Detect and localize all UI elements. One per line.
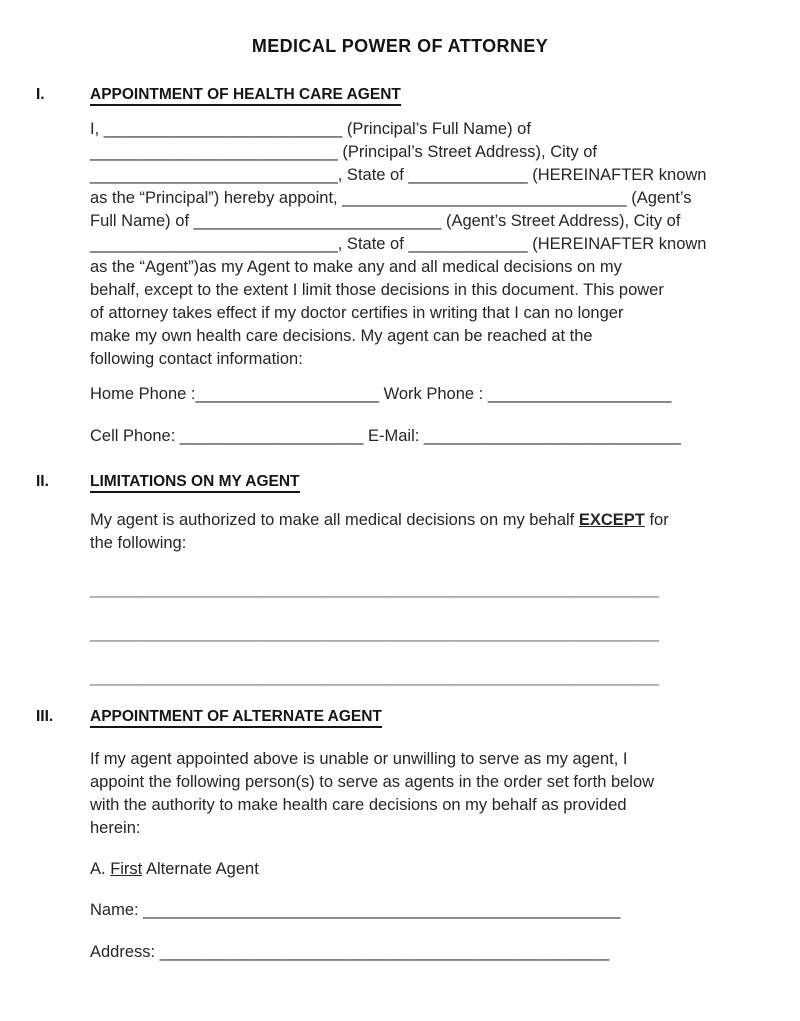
principal-name-line: I, __________________________ (Principal’s Full Name) of <box>90 120 531 138</box>
body-text-line: make my own health care decisions. My agent can be reached at the <box>90 327 593 345</box>
except-emphasis: EXCEPT <box>578 511 645 529</box>
limitations-text-line <box>90 509 762 532</box>
limitations-text-line: the following: <box>90 534 187 552</box>
principal-city-state-line: ___________________________, State of _____________ (HEREINAFTER known <box>90 166 707 184</box>
section-1-heading <box>36 83 762 106</box>
alt-label-post: Alternate Agent <box>142 860 259 878</box>
section-1-paragraph <box>90 118 762 371</box>
principal-address-line: ___________________________ (Principal’s Street Address), City of <box>90 143 597 161</box>
document-title: MEDICAL POWER OF ATTORNEY <box>251 36 549 56</box>
body-text-line: of attorney takes effect if my doctor certifies in writing that I can no longer <box>90 304 624 322</box>
section-1-heading-text: APPOINTMENT OF HEALTH CARE AGENT <box>90 86 401 106</box>
section-2-heading-text: LIMITATIONS ON MY AGENT <box>90 473 300 493</box>
agent-appointment-line: as the “Principal”) hereby appoint, _______________________________ (Agent’s <box>90 189 692 207</box>
home-work-phone-line: Home Phone :____________________ Work Phone : ____________________ <box>90 385 672 403</box>
limitation-blank-line: ______________________________________________________________ <box>90 624 659 642</box>
agent-city-state-line: ___________________________, State of _____________ (HEREINAFTER known <box>90 235 707 253</box>
alternate-agent-text-line: If my agent appointed above is unable or unwilling to serve as my agent, I <box>90 750 628 768</box>
limitations-text-post: for <box>644 511 669 529</box>
section-2-paragraph <box>90 509 762 555</box>
body-text-line: following contact information: <box>90 350 303 368</box>
alternate-agent-text-line: appoint the following person(s) to serve as agents in the order set forth below <box>90 773 655 791</box>
section-2-heading <box>36 470 762 493</box>
cell-email-line: Cell Phone: ____________________ E-Mail: ____________________________ <box>90 427 681 445</box>
section-3-number: III. <box>36 708 54 725</box>
alternate-address-line: Address: _________________________________________________ <box>90 943 610 961</box>
body-text-line: behalf, except to the extent I limit those decisions in this document. This power <box>90 281 664 299</box>
first-emphasis: First <box>110 860 143 878</box>
agent-address-line: Full Name) of ___________________________ (Agent’s Street Address), City of <box>90 212 681 230</box>
limitations-text-pre: My agent is authorized to make all medical decisions on my behalf <box>90 511 579 529</box>
section-3-paragraph <box>90 748 762 840</box>
first-alternate-agent-label <box>90 858 762 881</box>
alternate-agent-text-line: herein: <box>90 819 141 837</box>
limitation-blank-line: ______________________________________________________________ <box>90 668 659 686</box>
alternate-agent-text-line: with the authority to make health care decisions on my behalf as provided <box>90 796 627 814</box>
body-text-line: as the “Agent”)as my Agent to make any and all medical decisions on my <box>90 258 622 276</box>
section-3-heading <box>36 705 762 728</box>
section-3-heading-text: APPOINTMENT OF ALTERNATE AGENT <box>90 708 382 728</box>
section-2-number: II. <box>36 473 49 490</box>
limitation-blank-line: ______________________________________________________________ <box>90 580 659 598</box>
section-1-number: I. <box>36 86 45 103</box>
alt-label-pre: A. <box>90 860 111 878</box>
alternate-name-line: Name: ____________________________________________________ <box>90 901 621 919</box>
